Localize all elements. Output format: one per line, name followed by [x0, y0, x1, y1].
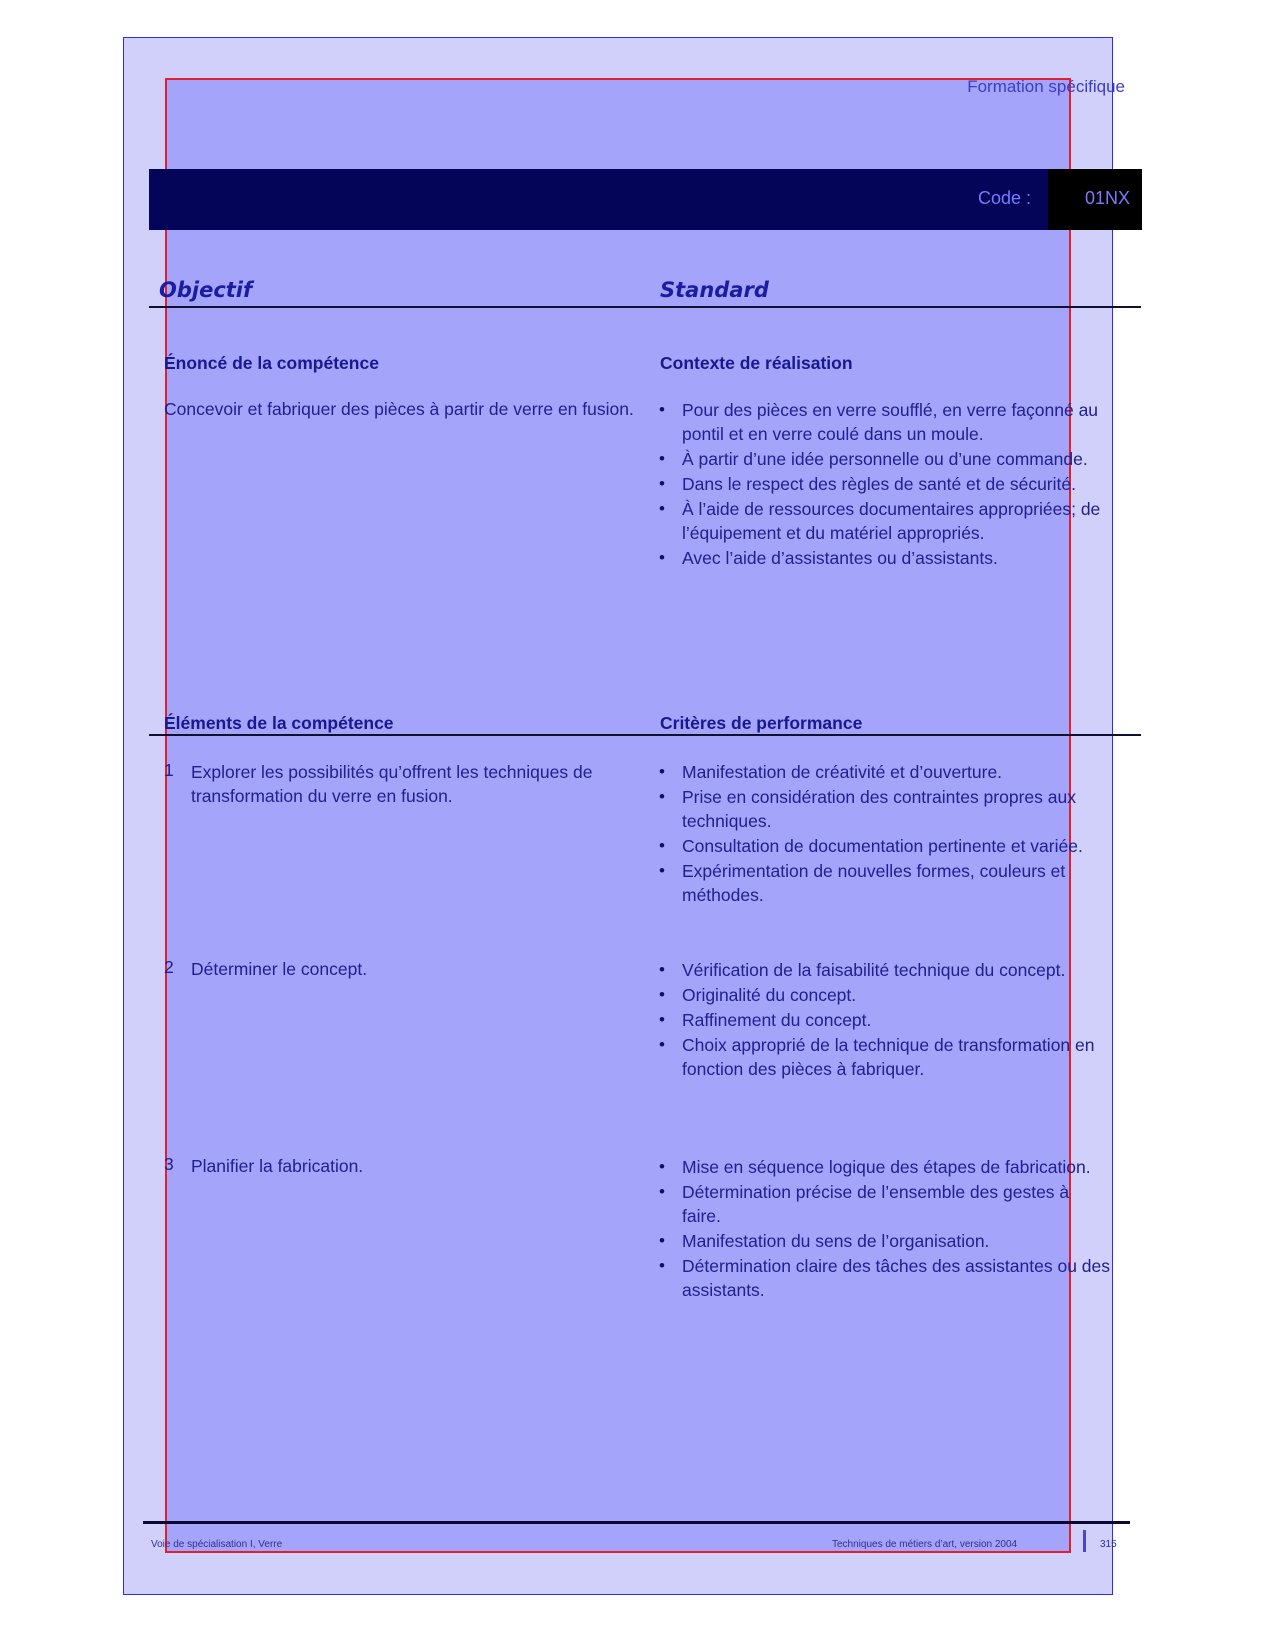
- element-number: 2: [164, 957, 174, 977]
- list-item: • Raffinement du concept.: [659, 1008, 1111, 1032]
- footer-title: Techniques de métiers d’art, version 2004: [832, 1539, 1018, 1550]
- footer-rule: [143, 1521, 1130, 1524]
- column-heading-standard: Standard: [660, 278, 769, 302]
- list-item: • Choix approprié de la technique de transformation en fonction des pièces à fabriquer.: [659, 1033, 1111, 1081]
- list-item: • Manifestation de créativité et d’ouverture.: [659, 760, 1111, 784]
- elements-heading: Éléments de la compétence: [164, 713, 394, 733]
- list-item: • Expérimentation de nouvelles formes, couleurs et méthodes.: [659, 859, 1111, 907]
- heading-rule: [149, 306, 1141, 308]
- criteria-list: [659, 760, 1111, 908]
- code-label: Code :: [978, 188, 1032, 208]
- list-item: • Originalité du concept.: [659, 983, 1111, 1007]
- list-item: • Mise en séquence logique des étapes de fabrication.: [659, 1155, 1111, 1179]
- element-number: 1: [164, 760, 174, 780]
- column-heading-objectif: Objectif: [159, 278, 253, 302]
- list-item: • Détermination précise de l’ensemble des gestes à faire.: [659, 1180, 1111, 1228]
- elements-rule: [149, 734, 1141, 736]
- element-text: Explorer les possibilités qu’offrent les techniques de transformation du verre en fusion.: [191, 762, 593, 806]
- footer-separator: [1083, 1530, 1086, 1552]
- list-item: • Pour des pièces en verre soufflé, en verre façonné au pontil et en verre coulé dans un moule.: [659, 398, 1111, 446]
- competence-text: Concevoir et fabriquer des pièces à partir de verre en fusion.: [164, 399, 634, 419]
- criteria-list: [659, 958, 1111, 1082]
- list-item: • Avec l’aide d’assistantes ou d’assistants.: [659, 546, 1111, 570]
- code-value: 01NX: [1085, 188, 1131, 208]
- list-item: • Vérification de la faisabilité technique du concept.: [659, 958, 1111, 982]
- list-item: • À partir d’une idée personnelle ou d’une commande.: [659, 447, 1111, 471]
- context-list: [659, 398, 1111, 571]
- list-item: • Manifestation du sens de l’organisation.: [659, 1229, 1111, 1253]
- element-text: Déterminer le concept.: [191, 959, 368, 979]
- header-label: Formation spécifique: [967, 77, 1125, 96]
- list-item: • Prise en considération des contraintes propres aux techniques.: [659, 785, 1111, 833]
- list-item: • Détermination claire des tâches des assistantes ou des assistants.: [659, 1254, 1111, 1302]
- list-item: • Consultation de documentation pertinente et variée.: [659, 834, 1111, 858]
- element-text: Planifier la fabrication.: [191, 1156, 364, 1176]
- footer-program: Voie de spécialisation I, Verre: [151, 1539, 283, 1550]
- competence-heading: Énoncé de la compétence: [164, 353, 379, 373]
- list-item: • À l’aide de ressources documentaires appropriées; de l’équipement et du matériel appropriés.: [659, 497, 1111, 545]
- criteria-list: [659, 1155, 1111, 1303]
- context-heading: Contexte de réalisation: [660, 353, 853, 373]
- criteria-heading: Critères de performance: [660, 713, 863, 733]
- list-item: • Dans le respect des règles de santé et de sécurité.: [659, 472, 1111, 496]
- element-number: 3: [164, 1154, 174, 1174]
- page-number: 315: [1100, 1539, 1117, 1550]
